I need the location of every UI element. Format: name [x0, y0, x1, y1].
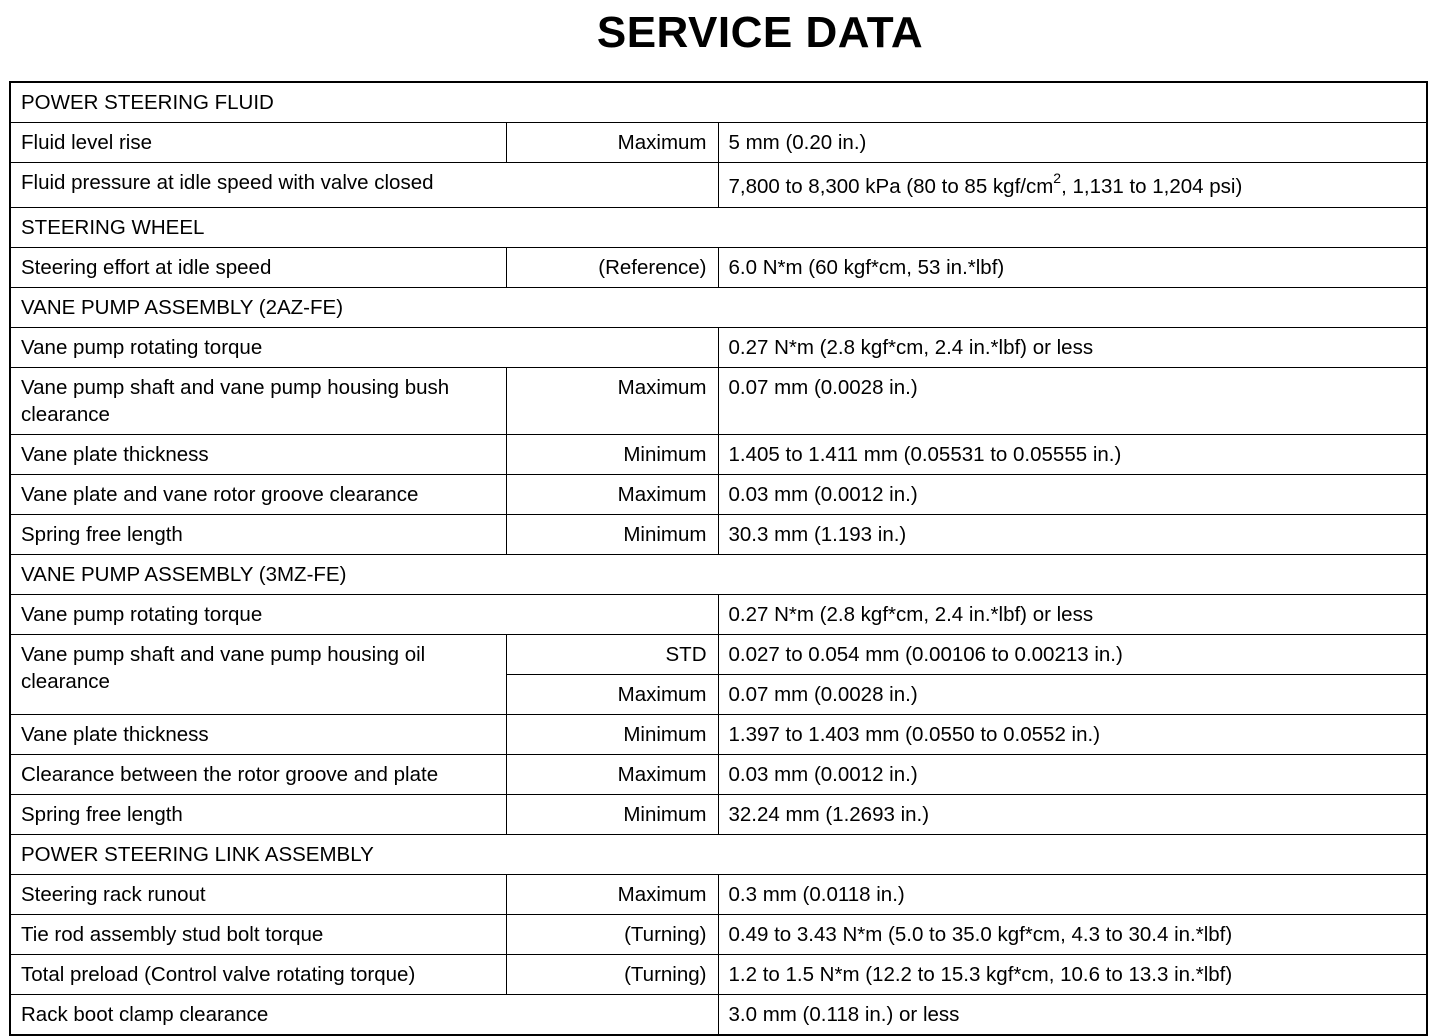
table-row: [10, 875, 1427, 915]
section-heading: STEERING WHEEL: [10, 208, 1427, 248]
value-cell: 0.3 mm (0.0118 in.): [718, 875, 1427, 915]
table-row: [10, 995, 1427, 1036]
item-cell: Vane plate and vane rotor groove clearance: [10, 475, 506, 515]
table-row: [10, 755, 1427, 795]
value-cell: 1.397 to 1.403 mm (0.0550 to 0.0552 in.): [718, 715, 1427, 755]
item-cell: Total preload (Control valve rotating torque): [10, 955, 506, 995]
value-cell: 0.07 mm (0.0028 in.): [718, 368, 1427, 435]
qualifier-cell: Maximum: [506, 675, 718, 715]
service-data-table: [9, 81, 1428, 1036]
item-cell: Fluid level rise: [10, 123, 506, 163]
section-header-row: [10, 288, 1427, 328]
qualifier-cell: (Turning): [506, 915, 718, 955]
item-cell: Tie rod assembly stud bolt torque: [10, 915, 506, 955]
item-cell: Vane pump rotating torque: [10, 328, 718, 368]
table-row: [10, 515, 1427, 555]
value-cell: 0.027 to 0.054 mm (0.00106 to 0.00213 in.): [718, 635, 1427, 675]
table-row: [10, 475, 1427, 515]
item-cell: Steering effort at idle speed: [10, 248, 506, 288]
qualifier-cell: Maximum: [506, 755, 718, 795]
value-text: 7,800 to 8,300 kPa (80 to 85 kgf/cm: [728, 175, 1054, 198]
table-row: [10, 715, 1427, 755]
table-row: [10, 248, 1427, 288]
section-header-row: [10, 82, 1427, 123]
page-title: SERVICE DATA: [596, 8, 924, 57]
section-heading: VANE PUMP ASSEMBLY (3MZ-FE): [10, 555, 1427, 595]
qualifier-cell: Maximum: [506, 368, 718, 435]
value-cell: 1.405 to 1.411 mm (0.05531 to 0.05555 in.): [718, 435, 1427, 475]
table-row: [10, 435, 1427, 475]
section-header-row: [10, 555, 1427, 595]
qualifier-cell: Minimum: [506, 795, 718, 835]
table-row: [10, 915, 1427, 955]
superscript: 2: [1053, 170, 1062, 187]
item-cell: Vane pump shaft and vane pump housing oil clearance: [10, 635, 506, 715]
table-row: [10, 368, 1427, 435]
table-row: [10, 795, 1427, 835]
section-header-row: [10, 835, 1427, 875]
item-cell: Clearance between the rotor groove and plate: [10, 755, 506, 795]
qualifier-cell: Minimum: [506, 515, 718, 555]
item-cell: Vane pump shaft and vane pump housing bush clearance: [10, 368, 506, 435]
item-cell: Fluid pressure at idle speed with valve closed: [10, 163, 718, 208]
item-cell: Vane pump rotating torque: [10, 595, 718, 635]
qualifier-cell: Minimum: [506, 715, 718, 755]
section-heading: POWER STEERING FLUID: [10, 82, 1427, 123]
item-cell: Spring free length: [10, 795, 506, 835]
table-row: [10, 328, 1427, 368]
table-row: [10, 123, 1427, 163]
qualifier-cell: Maximum: [506, 875, 718, 915]
value-cell: 0.27 N*m (2.8 kgf*cm, 2.4 in.*lbf) or less: [718, 328, 1427, 368]
value-cell: 0.03 mm (0.0012 in.): [718, 755, 1427, 795]
item-cell: Spring free length: [10, 515, 506, 555]
item-cell: Vane plate thickness: [10, 435, 506, 475]
table-row: [10, 955, 1427, 995]
qualifier-cell: (Turning): [506, 955, 718, 995]
item-cell: Rack boot clamp clearance: [10, 995, 718, 1036]
section-header-row: [10, 208, 1427, 248]
value-cell: 0.27 N*m (2.8 kgf*cm, 2.4 in.*lbf) or less: [718, 595, 1427, 635]
value-cell: 0.07 mm (0.0028 in.): [718, 675, 1427, 715]
value-cell: 1.2 to 1.5 N*m (12.2 to 15.3 kgf*cm, 10.6 to 13.3 in.*lbf): [718, 955, 1427, 995]
value-cell: 6.0 N*m (60 kgf*cm, 53 in.*lbf): [718, 248, 1427, 288]
value-cell: 5 mm (0.20 in.): [718, 123, 1427, 163]
section-heading: POWER STEERING LINK ASSEMBLY: [10, 835, 1427, 875]
value-cell: 32.24 mm (1.2693 in.): [718, 795, 1427, 835]
qualifier-cell: Minimum: [506, 435, 718, 475]
item-cell: Vane plate thickness: [10, 715, 506, 755]
value-cell: 3.0 mm (0.118 in.) or less: [718, 995, 1427, 1036]
section-heading: VANE PUMP ASSEMBLY (2AZ-FE): [10, 288, 1427, 328]
value-cell: 30.3 mm (1.193 in.): [718, 515, 1427, 555]
qualifier-cell: (Reference): [506, 248, 718, 288]
table-row: [10, 163, 1427, 208]
item-cell: Steering rack runout: [10, 875, 506, 915]
value-cell: 0.49 to 3.43 N*m (5.0 to 35.0 kgf*cm, 4.3 to 30.4 in.*lbf): [718, 915, 1427, 955]
qualifier-cell: Maximum: [506, 475, 718, 515]
value-cell: [718, 163, 1427, 208]
value-text: , 1,131 to 1,204 psi): [1061, 175, 1243, 198]
table-row: [10, 595, 1427, 635]
qualifier-cell: STD: [506, 635, 718, 675]
qualifier-cell: Maximum: [506, 123, 718, 163]
value-cell: 0.03 mm (0.0012 in.): [718, 475, 1427, 515]
table-row: [10, 635, 1427, 675]
